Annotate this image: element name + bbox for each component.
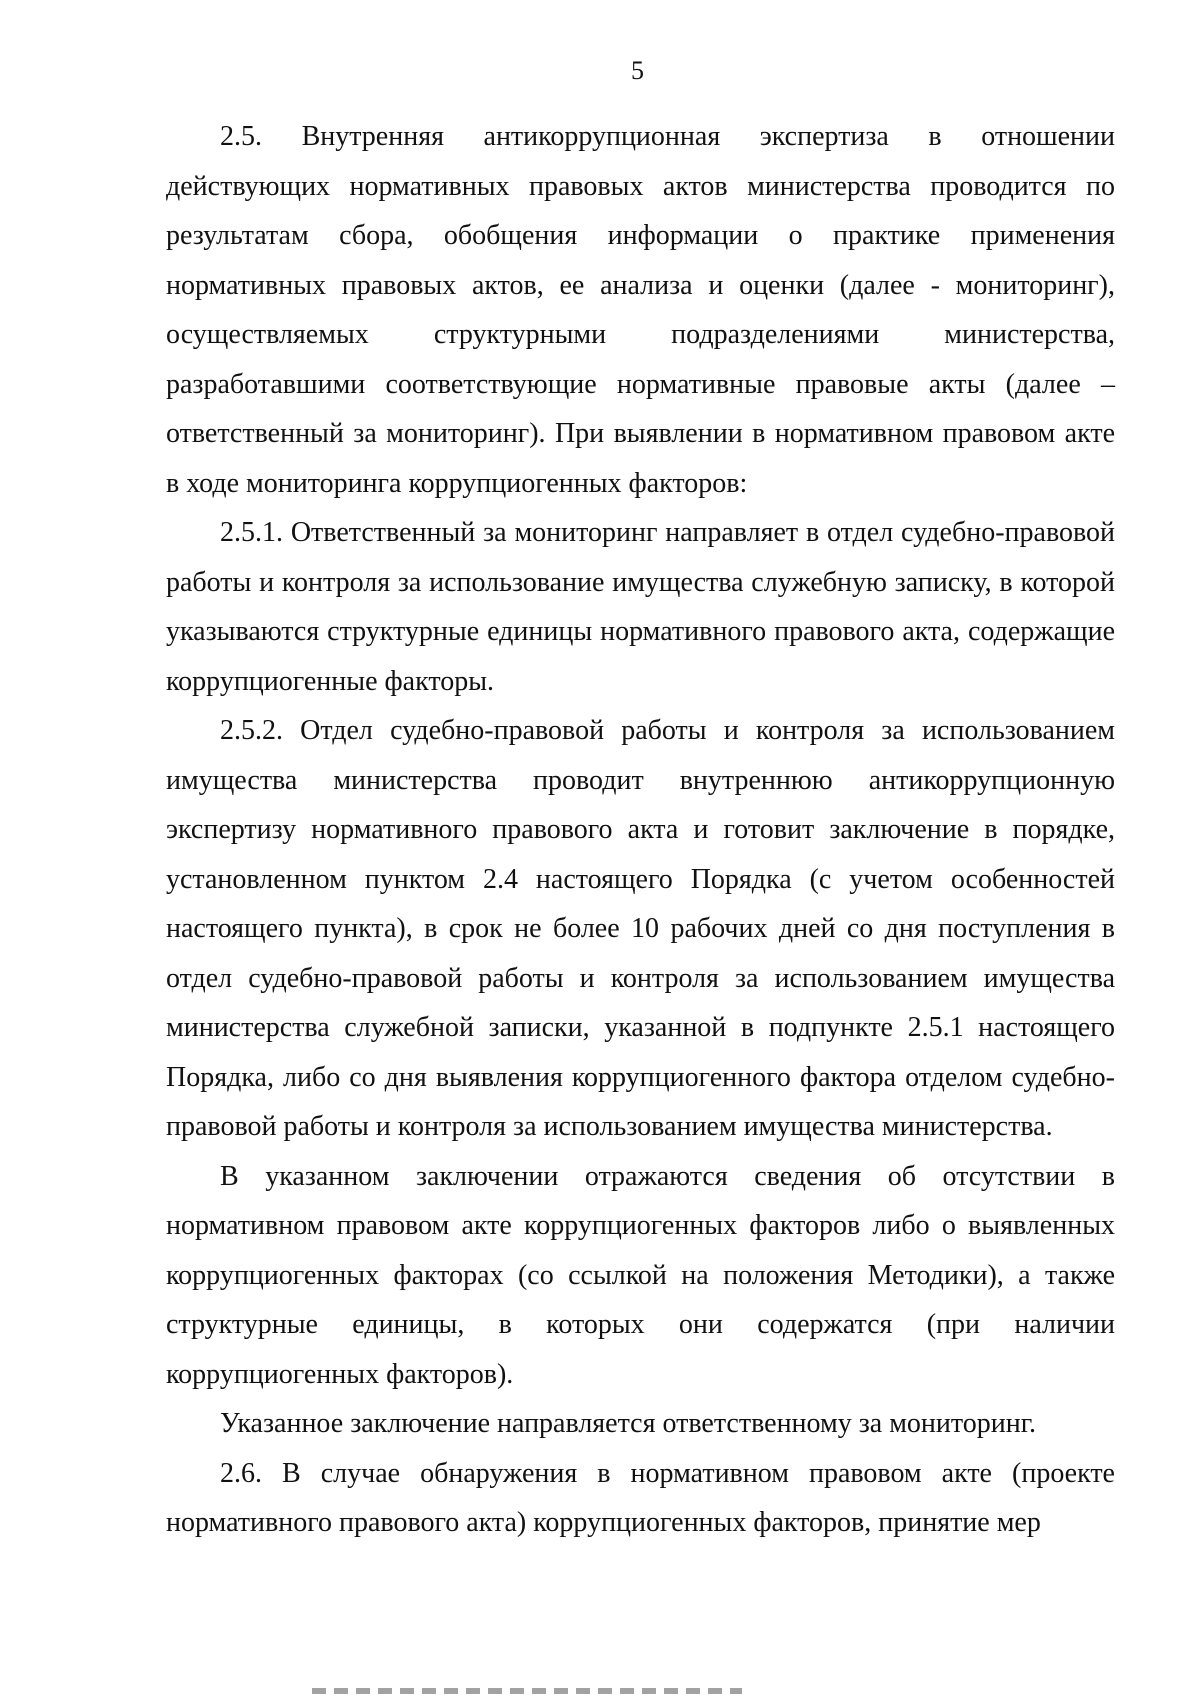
paragraph-2-6: 2.6. В случае обнаружения в нормативном правовом акте (проекте нормативного правового акта) коррупциогенных факторов, принятие мер: [166, 1457, 1115, 1538]
paragraph-2-5-2: 2.5.2. Отдел судебно-правовой работы и контроля за использованием имущества министерства проводит внутреннюю антикоррупционную экспертизу нормативного правового акта и готовит заключение в порядке, установленном пунктом 2.4 настоящего Порядка (с учетом особенностей настоящего пункта), в срок не более 10 рабочих дней со дня поступления в отдел судебно-правовой работы и контроля за использованием имущества министерства служебной записки, указанной в подпункте 2.5.1 настоящего Порядка, либо со дня выявления коррупциогенного фактора отделом судебно-правовой работы и контроля за использованием имущества министерства.: [166, 715, 1115, 1142]
paragraph-conclusion-sent: Указанное заключение направляется ответственному за мониторинг.: [220, 1408, 1037, 1439]
scan-artifact-mark: [312, 1688, 742, 1694]
page-number: 5: [631, 56, 644, 85]
paragraph-2-5-1: 2.5.1. Ответственный за мониторинг направляет в отдел судебно-правовой работы и контроля за использование имущества служебную записку, в которой указываются структурные единицы нормативного правового акта, содержащие коррупциогенные факторы.: [166, 517, 1115, 697]
paragraph-2-5: 2.5. Внутренняя антикоррупционная экспертиза в отношении действующих нормативных правовых актов министерства проводится по результатам сбора, обобщения информации о практике применения нормативных правовых актов, ее анализа и оценки (далее - мониторинг), осуществляемых структурными подразделениями министерства, разработавшими соответствующие нормативные правовые акты (далее – ответственный за мониторинг). При выявлении в нормативном правовом акте в ходе мониторинга коррупциогенных факторов:: [166, 121, 1115, 499]
document-body: [166, 112, 1115, 1548]
paragraph-conclusion-contents: В указанном заключении отражаются сведения об отсутствии в нормативном правовом акте коррупциогенных факторов либо о выявленных коррупциогенных факторах (со ссылкой на положения Методики), а также структурные единицы, в которых они содержатся (при наличии коррупциогенных факторов).: [166, 1160, 1115, 1390]
